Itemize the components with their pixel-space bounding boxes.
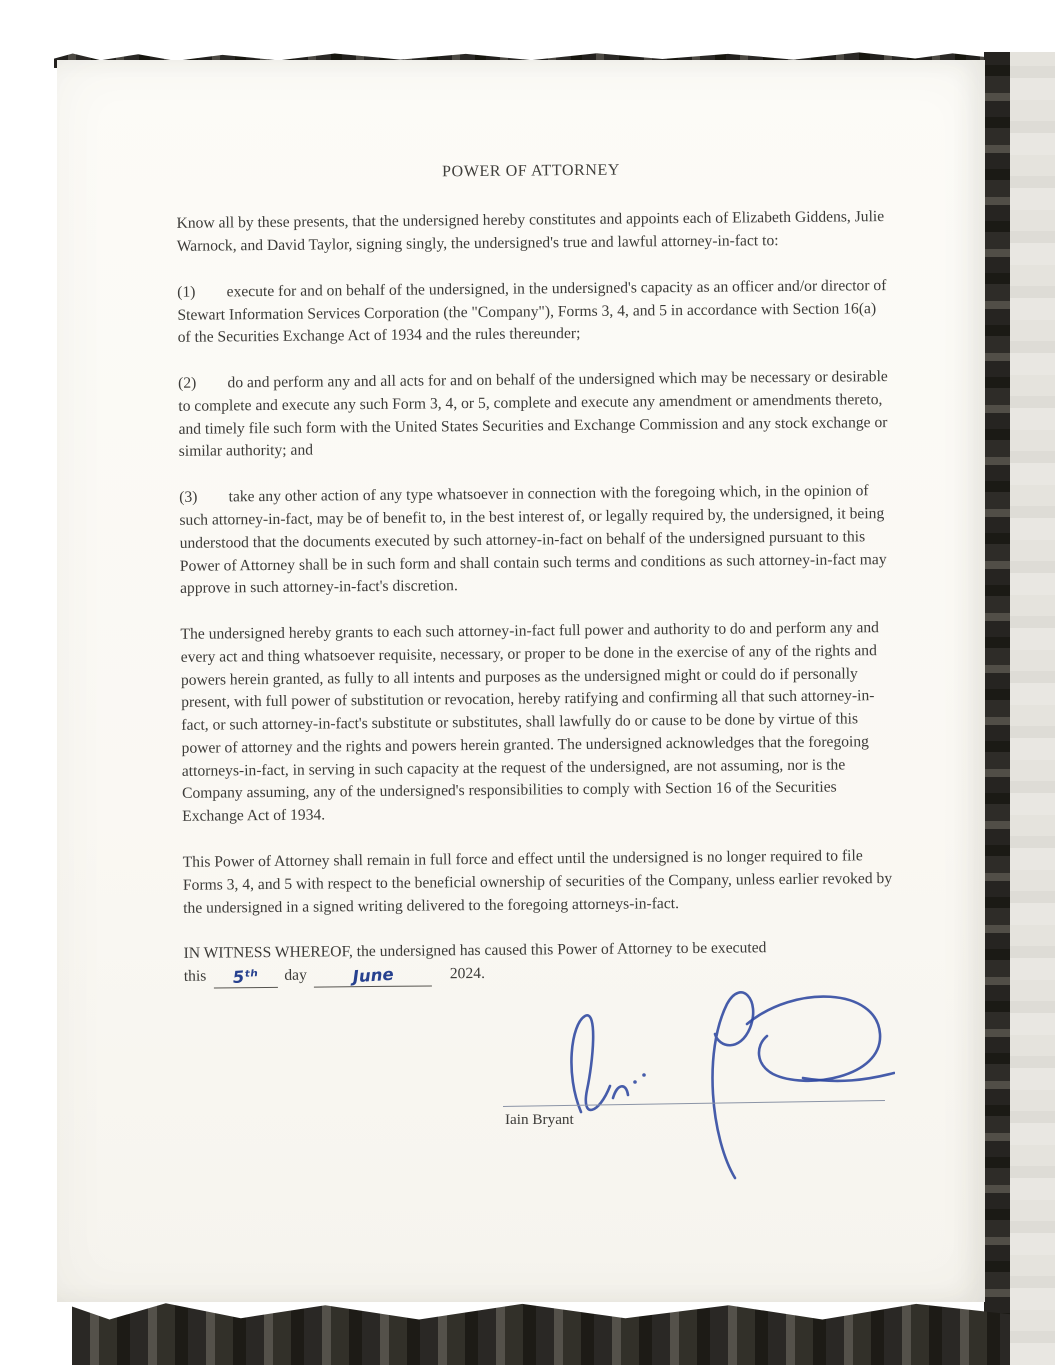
document-page bbox=[57, 60, 985, 1302]
signature-handwriting-icon bbox=[503, 982, 895, 1187]
paragraph-intro: Know all by these presents, that the undersigned hereby constitutes and appoints each of Elizabeth Giddens, Julie Warnock, and David Taylor, signing singly, the undersigned's true and lawful attorney-in-fact to: bbox=[176, 208, 888, 255]
day-blank-field bbox=[213, 967, 277, 989]
clause-1: (1) execute for and on behalf of the undersigned, in the undersigned's capacity as an officer and/or director of Stewart Information Services Corporation (the "Company"), Forms 3, 4, and 5 in accordance with Section 16(a) of the Securities Exchange Act of 1934 and the rules thereunder; bbox=[177, 276, 891, 347]
document-content bbox=[57, 51, 994, 990]
document-title: POWER OF ATTORNEY bbox=[442, 161, 621, 181]
clause-2: (2) do and perform any and all acts for and on behalf of the undersigned which may be necessary or desirable to complete and execute any such Form 3, 4, or 5, complete and execute any amendment or amendments thereto, and timely file such form with the United States Securities and Exchange Commission and any stock exchange or similar authority; and bbox=[178, 368, 892, 461]
witness-this-label: this bbox=[183, 967, 207, 985]
scan-edge-bottom bbox=[72, 1300, 1010, 1365]
signature-block bbox=[503, 998, 895, 1178]
witness-year: 2024. bbox=[449, 964, 486, 983]
witness-day-label: day bbox=[284, 966, 307, 984]
paragraph-grant-of-power: The undersigned hereby grants to each such attorney-in-fact full power and authority to do and perform any and every act and thing whatsoever requisite, necessary, or proper to be done in the exercise of any of the rights and powers herein granted, as fully to all intents and purposes as the undersigned might or could do if personally present, with full power of substitution or revocation, hereby ratifying and confirming all that such attorney-in-fact, or such attorney-in-fact's substitute or substitutes, shall lawfully do or cause to be done by virtue of this power of attorney and the rights and powers herein granted. The undersigned acknowledges that the foregoing attorneys-in-fact, in serving in such capacity at the request of the undersigned, are not assuming, nor is the Company assuming, any of the undersigned's responsibilities to comply with Section 16 of the Securities Exchange Act of 1934. bbox=[180, 619, 883, 826]
month-blank-field bbox=[314, 965, 432, 987]
scan-margin-right bbox=[1010, 52, 1055, 1365]
paragraph-duration: This Power of Attorney shall remain in full force and effect until the undersigned is no longer required to file Forms 3, 4, and 5 with respect to the beneficial ownership of securities of the Company, unless earlier revoked by the undersigned in a signed writing delivered to the foregoing attorneys-in-fact. bbox=[182, 847, 897, 917]
signer-name: Iain Bryant bbox=[505, 1111, 574, 1128]
handwritten-month: June bbox=[351, 964, 394, 987]
witness-sentence: IN WITNESS WHEREOF, the undersigned has caused this Power of Attorney to be executed bbox=[183, 939, 767, 963]
handwritten-day: 5ᵗʰ bbox=[232, 966, 259, 987]
clause-3: (3) take any other action of any type whatsoever in connection with the foregoing which, in the opinion of such attorney-in-fact, may be of benefit to, in the best interest of, or legally required by, the undersigned, it being understood that the documents executed by such attorney-in-fact on behalf of the undersigned pursuant to this Power of Attorney shall be in such form and shall contain such terms and conditions as such attorney-in-fact may approve in such attorney-in-fact's discretion. bbox=[179, 482, 891, 598]
paragraph-witness bbox=[183, 936, 893, 988]
